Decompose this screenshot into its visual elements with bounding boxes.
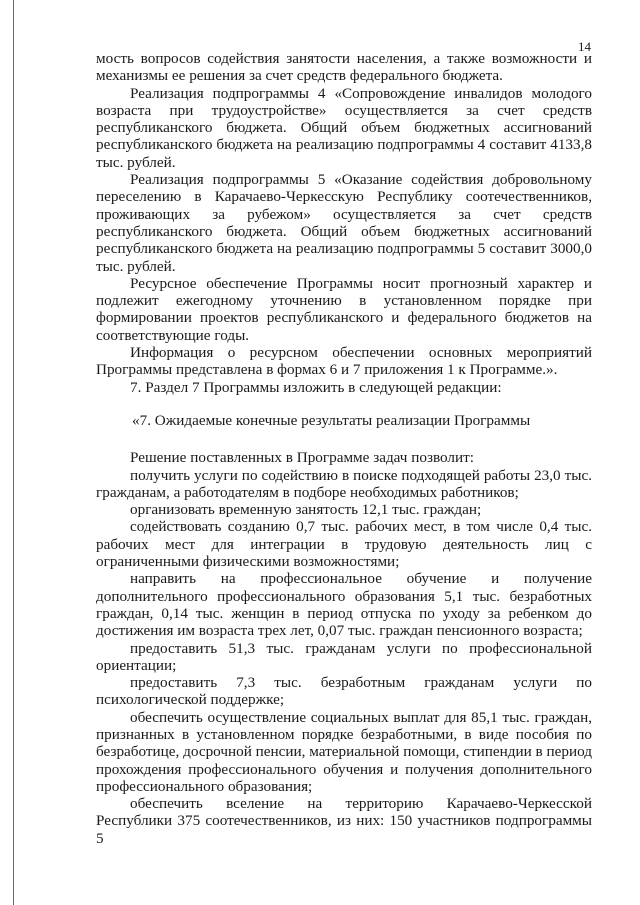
paragraph-section-7-amendment: 7. Раздел 7 Программы изложить в следующей редакции: — [130, 378, 502, 396]
result-item: организовать временную занятость 12,1 тыс. граждан; — [130, 501, 482, 519]
result-item: предоставить 7,3 тыс. безработным гражданам услуги по психологической поддержке; — [96, 674, 592, 709]
section-heading: «7. Ожидаемые конечные результаты реализации Программы — [132, 411, 531, 429]
paragraph-resource-info: Информация о ресурсном обеспечении основных мероприятий Программы представлена в формах 6 и 7 приложения 1 к Программе.». — [96, 344, 592, 379]
page-number: 14 — [578, 39, 591, 54]
result-item: получить услуги по содействию в поиске подходящей работы 23,0 тыс. гражданам, а работодателям в подборе необходимых работников; — [96, 466, 592, 501]
paragraph-continuation: мость вопросов содействия занятости населения, а также возможности и механизмы ее решения за счет средств федерального бюджета. — [96, 50, 592, 85]
paragraph-resource-provision: Ресурсное обеспечение Программы носит прогнозный характер и подлежит ежегодному уточнению в установленном порядке при формировании проектов республиканского и федерального бюджетов на соответствующие годы. — [96, 274, 592, 344]
results-intro: Решение поставленных в Программе задач позволит: — [130, 449, 474, 467]
result-item: обеспечить вселение на территорию Карачаево-Черкесской Республики 375 соотечественников, из них: 150 участников подпрограммы 5 — [96, 795, 592, 847]
document-body — [96, 50, 592, 847]
result-item: предоставить 51,3 тыс. гражданам услуги по профессиональной ориентации; — [96, 639, 592, 674]
paragraph-subprogram-5: Реализация подпрограммы 5 «Оказание содействия добровольному переселению в Карачаево-Черкесскую Республику соотечественников, проживающих за рубежом» осуществляется за счет средств республиканского бюджета. Общий объем бюджетных ассигнований республиканского бюджета на реализацию подпрограммы 5 составит 3000,0 тыс. рублей. — [96, 171, 592, 275]
scan-edge-line — [13, 0, 14, 905]
paragraph-subprogram-4: Реализация подпрограммы 4 «Сопровождение инвалидов молодого возраста при трудоустройстве» осуществляется за счет средств республиканского бюджета. Общий объем бюджетных ассигнований республиканского бюджета на реализацию подпрограммы 4 составит 4133,8 тыс. рублей. — [96, 84, 592, 171]
result-item: содействовать созданию 0,7 тыс. рабочих мест, в том числе 0,4 тыс. рабочих мест для интеграции в трудовую деятельность лиц с ограниченными физическими возможностями; — [96, 518, 592, 571]
result-item: направить на профессиональное обучение и получение дополнительного профессионального образования 5,1 тыс. безработных граждан, 0,14 тыс. женщин в период отпуска по уходу за ребенком до достижения им возраста трех лет, 0,07 тыс. граждан пенсионного возраста; — [96, 570, 592, 640]
result-item: обеспечить осуществление социальных выплат для 85,1 тыс. граждан, признанных в установленном порядке безработными, в виде пособия по безработице, досрочной пенсии, материальной помощи, стипендии в период прохождения профессионального обучения и получения дополнительного профессионального образования; — [96, 708, 592, 795]
